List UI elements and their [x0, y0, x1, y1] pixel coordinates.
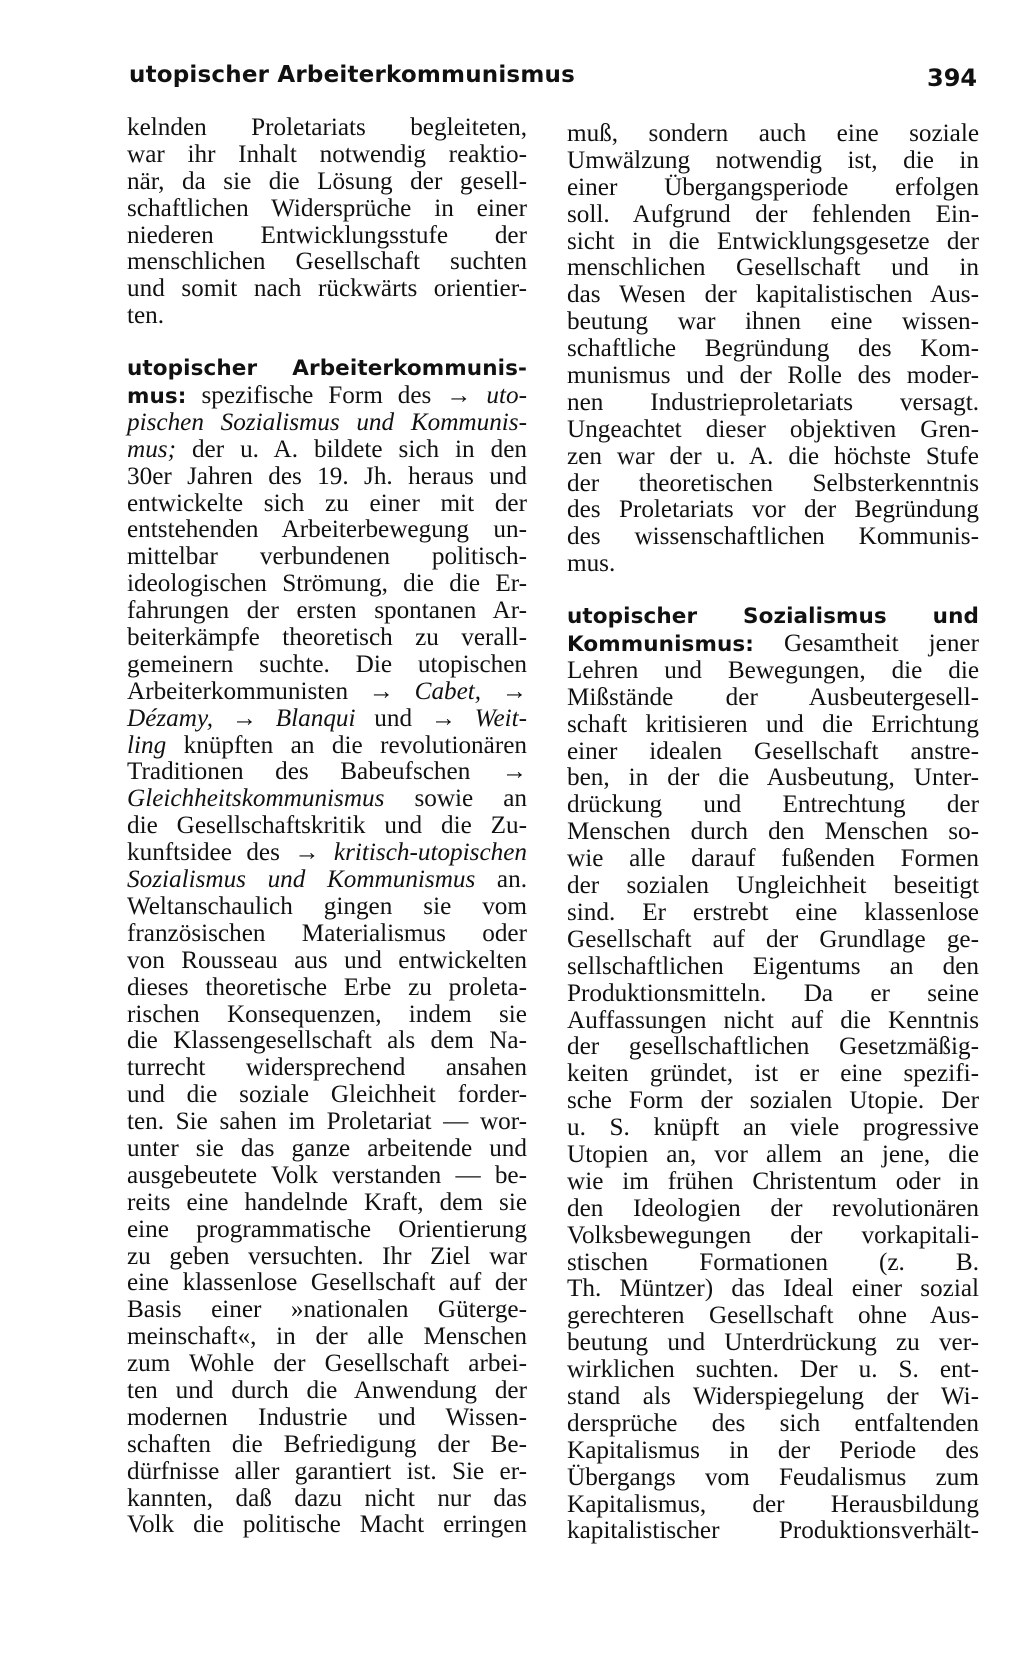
text-line: [127, 759, 527, 786]
text-line: [127, 706, 527, 733]
text-line: sicht in die Entwicklungsgesetze der: [567, 227, 979, 255]
text-line: Utopien an, vor allem an jene, die: [567, 1140, 979, 1168]
text-line: niederen Entwicklungsstufe der: [127, 221, 527, 249]
text-line: des wissenschaftlichen Kommunis-: [567, 523, 979, 551]
text-line: meinschaft«, in der alle Menschen: [127, 1323, 527, 1351]
text-line: kelnden Proletariats begleiteten,: [127, 114, 527, 141]
text-line: ben, in der die Ausbeutung, Unter-: [567, 764, 979, 792]
continuation-paragraph: [567, 121, 979, 578]
cross-reference: Gleichheitskommunismus: [127, 785, 385, 813]
text-line: unter sie das ganze arbeitende und: [127, 1134, 527, 1162]
cross-reference-arrow: →: [231, 704, 257, 732]
text-line: kapitalistischer Produktionsverhält-: [567, 1517, 979, 1545]
entry-utopischer-sozialismus-und-kommunismus: [567, 604, 979, 1545]
text-line: gerechteren Gesellschaft ohne Aus-: [567, 1302, 979, 1330]
cross-reference: Weit-: [456, 704, 528, 732]
entry-headword-end: mus:: [127, 384, 187, 410]
text-line: den Ideologien der revolutionären: [567, 1194, 979, 1222]
text-line: gemeinern suchte. Die utopischen: [127, 650, 527, 678]
cross-reference-arrow: →: [294, 839, 320, 867]
text-line: schaftliche Begründung des Kom-: [567, 335, 979, 363]
text-line: munismus und der Rolle des moder-: [567, 362, 979, 390]
intro-paragraph: [127, 115, 527, 330]
text-line: die Gesellschaftskritik und die Zu-: [127, 812, 527, 840]
text-line: und die soziale Gleichheit forder-: [127, 1081, 527, 1109]
text-line: Kapitalismus, der Herausbildung: [567, 1490, 979, 1518]
text-line: menschlichen Gesellschaft und in: [567, 254, 979, 282]
text-segment: knüpften an die revolutionären: [166, 731, 527, 759]
text-line: ideologischen Strömung, die die Er-: [127, 570, 527, 598]
entry-utopischer-arbeiterkommunismus: [127, 356, 527, 1539]
text-line: [127, 383, 527, 410]
text-segment: Gesamtheit jener: [753, 630, 979, 658]
text-segment: Arbeiterkommunisten: [127, 677, 369, 705]
text-line: entstehenden Arbeiterbewegung un-: [127, 516, 527, 544]
cross-reference: Blanqui: [257, 704, 356, 732]
text-line: keiten gründet, ist er eine spezifi-: [567, 1060, 979, 1088]
cross-reference-arrow: →: [446, 382, 472, 410]
text-line: entwickelte sich zu einer mit der: [127, 489, 527, 517]
cross-reference-arrow: →: [368, 677, 394, 705]
entry-gap: [567, 578, 979, 604]
text-line: und somit nach rückwärts orientier-: [127, 275, 527, 303]
text-line: modernen Industrie und Wissen-: [127, 1403, 527, 1431]
text-line: soll. Aufgrund der fehlenden Ein-: [567, 200, 979, 228]
text-line: schaftlichen Widersprüche in einer: [127, 194, 527, 222]
text-line: fahrungen der ersten spontanen Ar-: [127, 597, 527, 625]
text-line: wie im frühen Christentum oder in: [567, 1167, 979, 1195]
text-line: Menschen durch den Menschen so-: [567, 818, 979, 846]
text-line: dersprüche des sich entfaltenden: [567, 1409, 979, 1437]
text-line: Th. Müntzer) das Ideal einer sozial: [567, 1275, 979, 1303]
text-line: reits eine handelnde Kraft, dem sie: [127, 1188, 527, 1216]
cross-reference: kritisch-utopischen: [319, 839, 527, 867]
text-line: [127, 840, 527, 867]
text-line: mus.: [567, 550, 616, 578]
cross-reference: Sozialismus und Kommunismus: [127, 866, 476, 894]
text-segment: Traditionen des Babeufschen: [127, 758, 502, 786]
cross-reference: Dézamy,: [127, 704, 214, 732]
text-line: kannten, daß dazu nicht nur das: [127, 1484, 527, 1512]
text-line: [127, 733, 527, 760]
text-line: sind. Er erstrebt eine klassenlose: [567, 898, 979, 926]
text-line: ten. Sie sahen im Proletariat — wor-: [127, 1108, 527, 1136]
text-line: Übergangs vom Feudalismus zum: [567, 1463, 979, 1491]
text-line: [127, 437, 527, 464]
text-line: muß, sondern auch eine soziale: [567, 120, 979, 147]
text-line: der theoretischen Selbsterkenntnis: [567, 469, 979, 497]
text-segment: der u. A. bildete sich in den: [175, 435, 527, 463]
running-title: utopischer Arbeiterkommunismus: [129, 62, 575, 88]
text-line: zen war der u. A. die höchste Stufe: [567, 442, 979, 470]
text-line: rischen Konsequenzen, indem sie: [127, 1000, 527, 1028]
text-line: Volk die politische Macht erringen: [127, 1511, 527, 1539]
text-line: sche Form der sozialen Utopie. Der: [567, 1087, 979, 1115]
text-line: mittelbar verbundenen politisch-: [127, 543, 527, 571]
text-line: Produktionsmitteln. Da er seine: [567, 979, 979, 1007]
text-line: Auffassungen nicht auf die Kenntnis: [567, 1006, 979, 1034]
text-line: [127, 867, 527, 894]
text-line: dieses theoretische Erbe zu proleta-: [127, 973, 527, 1001]
text-line: schaft kritisieren und die Errichtung: [567, 710, 979, 738]
text-segment: und: [355, 704, 431, 732]
text-line: beutung und Unterdrückung zu ver-: [567, 1329, 979, 1357]
text-line: Volksbewegungen der vorkapitali-: [567, 1221, 979, 1249]
text-line: zu geben versuchten. Ihr Ziel war: [127, 1242, 527, 1270]
text-line: Gesellschaft auf der Grundlage ge-: [567, 925, 979, 953]
entry-gap: [127, 330, 527, 356]
cross-reference-arrow: →: [501, 758, 527, 786]
text-line: ten.: [127, 302, 165, 330]
text-segment: an.: [475, 866, 527, 894]
left-column: [127, 115, 527, 1539]
text-line: ausgebeutete Volk verstanden — be-: [127, 1161, 527, 1189]
text-line: der gesellschaftlichen Gesetzmäßig-: [567, 1033, 979, 1061]
text-line: stischen Formationen (z. B.: [567, 1248, 979, 1276]
text-line: wie alle darauf fußenden Formen: [567, 845, 979, 873]
entry-headword: utopischer Arbeiterkommunis-: [127, 356, 527, 382]
text-line: dürfnisse aller garantiert ist. Sie er-: [127, 1457, 527, 1485]
text-line: menschlichen Gesellschaft suchten: [127, 248, 527, 276]
cross-reference: Cabet,: [393, 677, 482, 705]
text-line: stand als Widerspiegelung der Wi-: [567, 1382, 979, 1410]
text-line: Weltanschaulich gingen sie vom: [127, 892, 527, 920]
text-line: turrecht widersprechend ansahen: [127, 1054, 527, 1082]
text-line: sellschaftlichen Eigentums an den: [567, 952, 979, 980]
entry-headword: utopischer Sozialismus und: [567, 604, 979, 630]
text-line: einer Übergangsperiode erfolgen: [567, 173, 979, 201]
text-line: wirklichen suchten. Der u. S. ent-: [567, 1356, 979, 1384]
right-column: [567, 121, 979, 1545]
text-line: beiterkämpfe theoretisch zu verall-: [127, 624, 527, 652]
text-line: [567, 631, 979, 658]
text-line: drückung und Entrechtung der: [567, 791, 979, 819]
cross-reference-arrow: →: [501, 677, 527, 705]
cross-reference: mus;: [127, 435, 176, 463]
text-line: nen Industrieproletariats versagt.: [567, 388, 979, 416]
page-number: 394: [927, 64, 978, 92]
text-line: eine programmatische Orientierung: [127, 1215, 527, 1243]
text-line: von Rousseau aus und entwickelten: [127, 946, 527, 974]
text-line: 30er Jahren des 19. Jh. heraus und: [127, 462, 527, 490]
text-line: ten und durch die Anwendung der: [127, 1376, 527, 1404]
entry-headword-end: Kommunismus:: [567, 632, 754, 658]
text-line: des Proletariats vor der Begründung: [567, 496, 979, 524]
text-line: das Wesen der kapitalistischen Aus-: [567, 281, 979, 309]
text-line: Ungeachtet dieser objektiven Gren-: [567, 415, 979, 443]
text-line: när, da sie die Lösung der gesell-: [127, 167, 527, 195]
text-line: war ihr Inhalt notwendig reaktio-: [127, 140, 527, 168]
text-line: einer idealen Gesellschaft anstre-: [567, 737, 979, 765]
text-line: Lehren und Bewegungen, die die: [567, 656, 979, 684]
text-segment: kunftsidee des: [127, 839, 295, 867]
text-line: [127, 679, 527, 706]
text-line: schaften die Befriedigung der Be-: [127, 1430, 527, 1458]
text-line: [127, 786, 527, 813]
text-line: Umwälzung notwendig ist, die in: [567, 146, 979, 174]
text-segment: spezifische Form des: [186, 382, 447, 410]
text-line: u. S. knüpft an viele progressive: [567, 1114, 979, 1142]
text-line: Basis einer »nationalen Güterge-: [127, 1296, 527, 1324]
cross-reference: ling: [127, 731, 167, 759]
text-line: der sozialen Ungleichheit beseitigt: [567, 872, 979, 900]
text-line: beutung war ihnen eine wissen-: [567, 308, 979, 336]
cross-reference: uto-: [471, 382, 527, 410]
text-line: französischen Materialismus oder: [127, 919, 527, 947]
cross-reference-arrow: →: [430, 704, 457, 732]
text-line: zum Wohle der Gesellschaft arbei-: [127, 1350, 527, 1378]
text-line: eine klassenlose Gesellschaft auf der: [127, 1269, 527, 1297]
text-segment: sowie an: [384, 785, 527, 813]
text-line: Mißstände der Ausbeutergesell-: [567, 683, 979, 711]
cross-reference: pischen Sozialismus und Kommunis-: [127, 408, 527, 436]
text-line: Kapitalismus in der Periode des: [567, 1436, 979, 1464]
text-line: die Klassengesellschaft als dem Na-: [127, 1027, 527, 1055]
